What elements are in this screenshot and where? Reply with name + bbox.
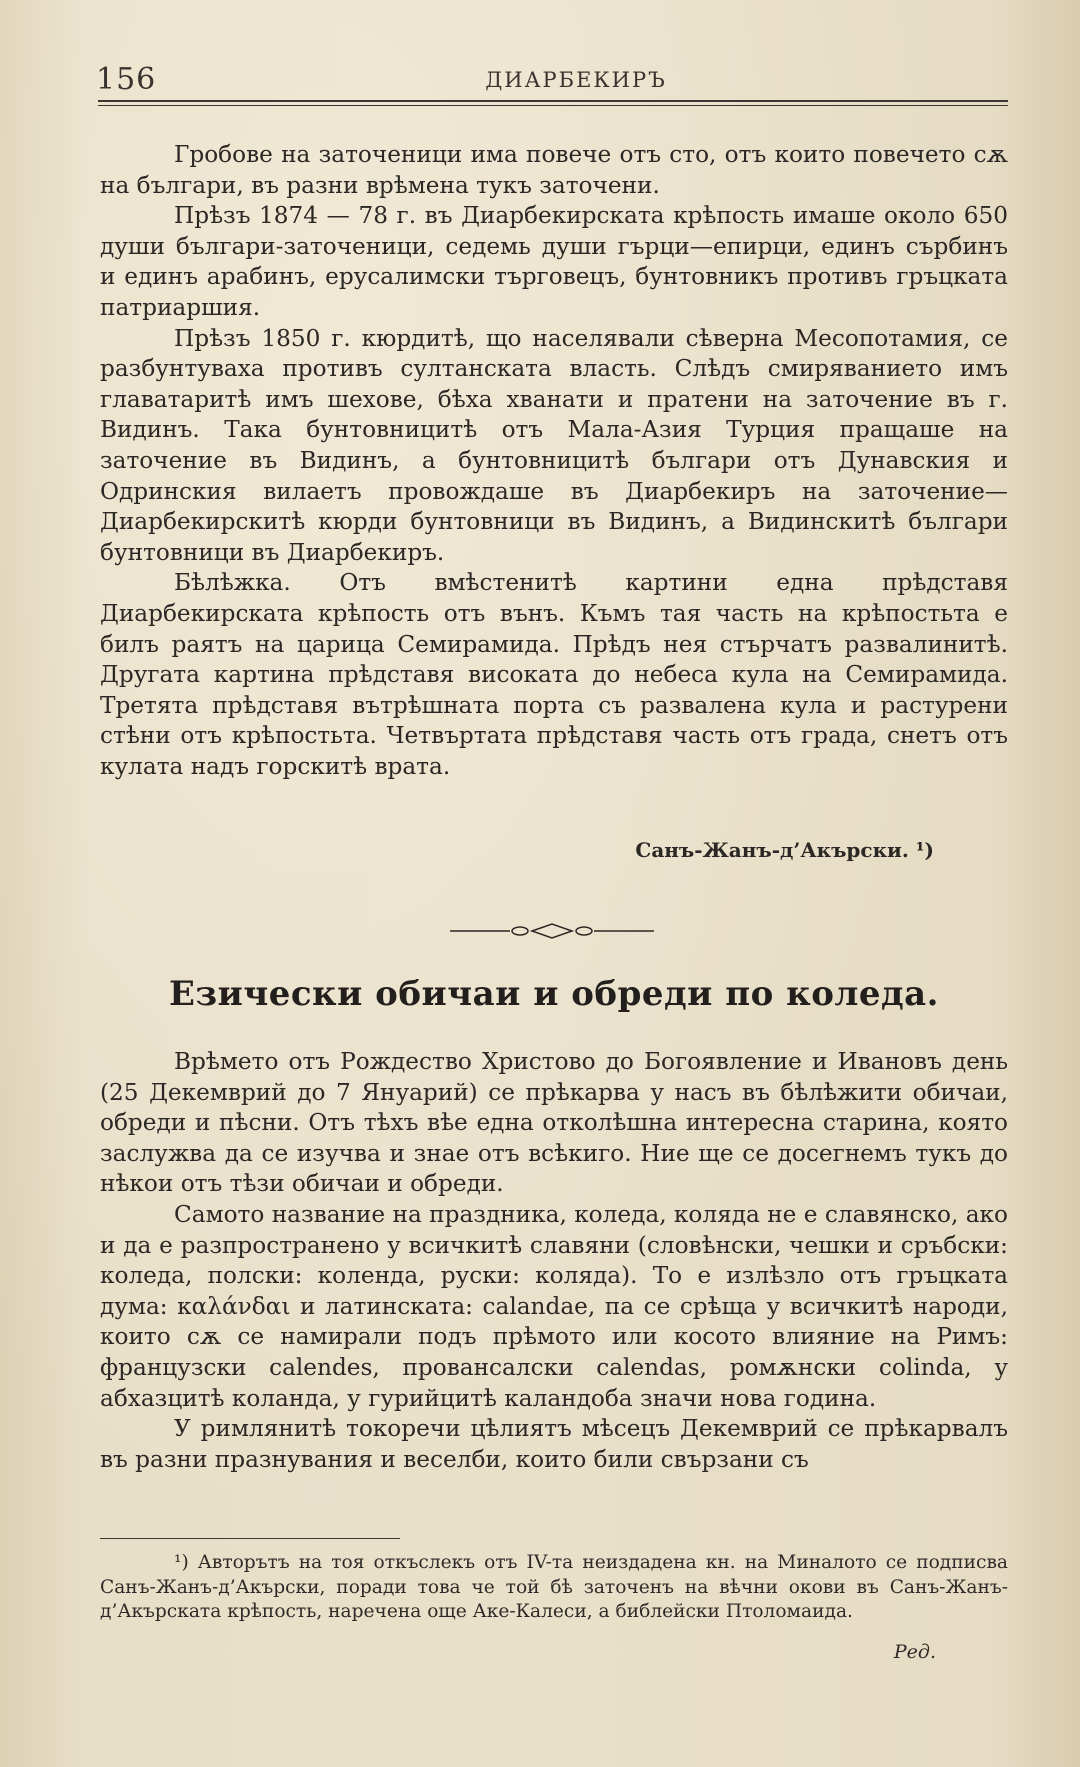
paragraph: Самото название на праздника, коледа, коляда не е славянско, ако и да е разпространено у всичкитѣ славяни (словѣнски, чешки и сръбски: коледа, полски: коленда, руски: коляда). То е излѣзло отъ гръцката дума: καλάνδαι и латинската: calandae, па се срѣща у всичкитѣ народи, които сѫ се намирали подъ прѣмото или косото влияние на Римъ: французски calendes, провансалски calendas, ромѫнски colinda, у абхазцитѣ коланда, у гурийцитѣ каландоба значи нова година. <box>100 1200 1008 1412</box>
article-title: Езически обичаи и обреди по коледа. <box>169 974 939 1014</box>
footnote <box>100 1551 1008 1625</box>
article-body <box>100 1047 1008 1475</box>
footnote-text: ¹) Авторътъ на тоя откъслекъ отъ IV-та неиздадена кн. на Миналото се подписва Санъ-Жанъ-д’Акърски, поради това че той бѣ заточенъ на вѣчни окови въ Санъ-Жанъ-д’Акърската крѣпость, наречена още Аке-Калеси, а библейски Птоломаида. <box>100 1552 1008 1623</box>
header-rule-thin <box>98 105 1008 106</box>
paragraph: У римлянитѣ токоречи цѣлиятъ мѣсецъ Декемврий се прѣкарвалъ въ разни празнувания и веселби, които били свързани съ <box>100 1415 1008 1473</box>
paragraph: Прѣзъ 1874 — 78 г. въ Диарбекирската крѣпость имаше около 650 души българи-заточеници, седемь души гърци—епирци, единъ сърбинъ и единъ арабинъ, ерусалимски търговецъ, бунтовникъ противъ гръцката патриаршия. <box>100 202 1008 321</box>
footnote-rule <box>100 1538 400 1539</box>
ornament-divider-icon <box>448 918 656 944</box>
editor-note: Ред. <box>893 1641 936 1663</box>
page-number: 156 <box>96 62 157 97</box>
header-rule <box>98 100 1008 102</box>
author-signature: Санъ-Жанъ-д’Акърски. ¹) <box>635 838 934 862</box>
paragraph: Гробове на заточеници има повече отъ сто, отъ които повечето сѫ на българи, въ разни врѣмена тукъ заточени. <box>100 141 1008 199</box>
running-head: ДИАРБЕКИРЪ <box>485 68 667 92</box>
paragraph: Прѣзъ 1850 г. кюрдитѣ, що населявали сѣверна Месопотамия, се разбунтуваха противъ султанската власть. Слѣдъ смиряванието имъ главатаритѣ имъ шехове, бѣха хванати и пратени на заточение въ г. Видинъ. Така бунтовницитѣ отъ Мала-Азия Турция пращаше на заточение въ Видинъ, а бунтовницитѣ българи отъ Дунавския и Одринския вилаетъ провождаше въ Диарбекиръ на заточение—Диарбекирскитѣ кюрди бунтовници въ Видинъ, а Видинскитѣ българи бунтовници въ Диарбекиръ. <box>100 324 1008 566</box>
paragraph: Бѣлѣжка. Отъ вмѣстенитѣ картини една прѣдставя Диарбекирската крѣпость отъ вънъ. Къмъ тая часть на крѣпостьта е билъ раятъ на царица Семирамида. Прѣдъ нея стърчатъ развалинитѣ. Другата картина прѣдставя високата до небеса кула на Семирамида. Третята прѣдставя вътрѣшната порта съ развалена кула и растурени стѣни отъ крѣпостьта. Четвъртата прѣдставя часть отъ града, снетъ отъ кулата надъ горскитѣ врата. <box>100 569 1008 780</box>
upper-section <box>100 140 1008 782</box>
paragraph: Врѣмето отъ Рождество Христово до Богоявление и Ивановъ день (25 Декемврий до 7 Януарий) се прѣкарва у насъ въ бѣлѣжити обичаи, обреди и пѣсни. Отъ тѣхъ вѣе една отколѣшна интересна старина, която заслужва да се изучва и знае отъ всѣкиго. Ние ще се досегнемъ тукъ до нѣкои отъ тѣзи обичаи и обреди. <box>100 1048 1008 1198</box>
